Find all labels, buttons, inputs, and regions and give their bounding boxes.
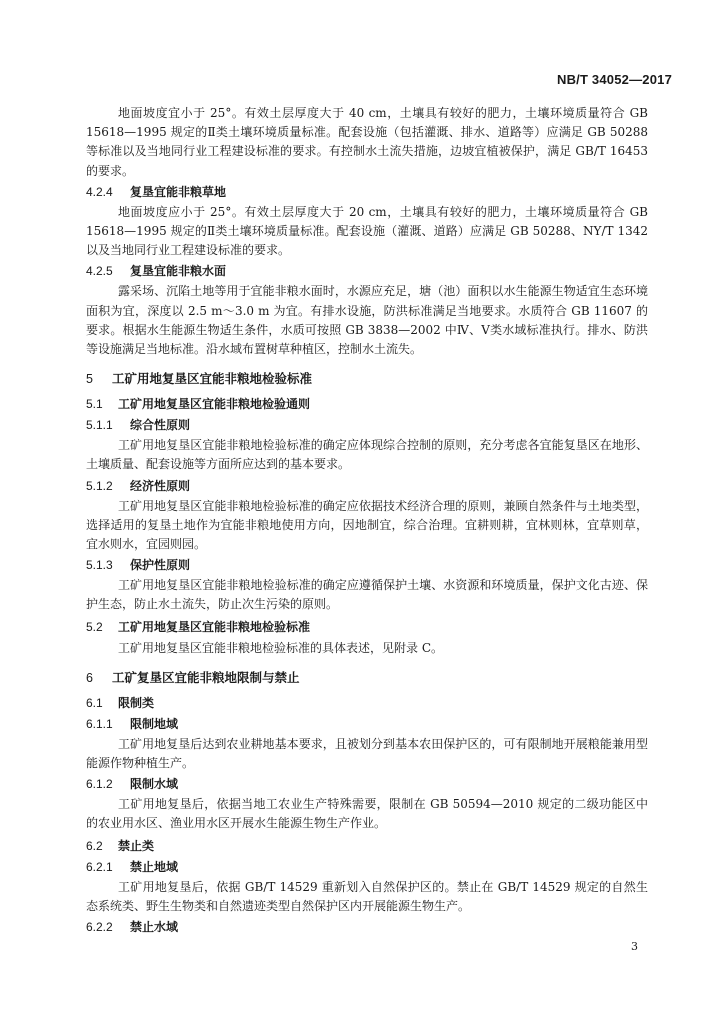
- paragraph: 工矿用地复垦区宜能非粮地检验标准的确定应依据技术经济合理的原则，兼顾自然条件与土地类型，选择适用的复垦土地作为宜能非粮地使用方向，因地制宜，综合治理。宜耕则耕，宜林则林，宜草则草，宜水则水，宜园则园。: [86, 498, 648, 552]
- section-number: 5.1.1: [86, 418, 113, 433]
- page-number: 3: [631, 940, 638, 953]
- section-title: 工矿用地复垦区宜能非粮地检验标准: [112, 371, 313, 387]
- section-number: 6: [86, 670, 93, 685]
- section-number: 6.2: [86, 838, 103, 853]
- section-title: 工矿用地复垦区宜能非粮地检验标准: [118, 619, 311, 634]
- section-heading: [86, 556, 648, 575]
- section-number: 5.1.3: [86, 558, 113, 573]
- section-number: 5.2: [86, 619, 103, 634]
- section-title: 工矿用地复垦区宜能非粮地检验通则: [118, 397, 311, 412]
- section-title: 禁止类: [118, 838, 155, 853]
- section-title: 限制水域: [130, 777, 179, 792]
- section-heading: [86, 416, 648, 435]
- section-number: 5.1.2: [86, 478, 113, 493]
- paragraph: 工矿用地复垦区宜能非粮地检验标准的具体表述，见附录 C。: [118, 640, 443, 655]
- section-number: 5: [86, 372, 93, 387]
- section-title: 禁止水域: [130, 920, 179, 935]
- section-title: 限制类: [118, 695, 155, 710]
- section-title: 复垦宜能非粮草地: [130, 184, 227, 199]
- paragraph: 露采场、沉陷土地等用于宜能非粮水面时，水源应充足，塘（池）面积以水生能源生物适宜生态环境面积为宜，深度以 2.5 m～3.0 m 为宜。有排水设施，防洪标准满足当地要求。水质符合 GB 11607 的要求。根据水生能源生物适生条件，水质可按照 GB 3838—2002 中Ⅳ、Ⅴ类水域标准执行。排水、防洪等设施满足当地标准。沿水域布置树草种植区，控制水土流失。: [86, 284, 648, 357]
- section-number: 6.1.2: [86, 777, 113, 792]
- section-heading: [86, 395, 648, 414]
- paragraph: 工矿用地复垦后，依据 GB/T 14529 重新划入自然保护区的。禁止在 GB/T 14529 规定的自然生态系统类、野生生物类和自然遗迹类型自然保护区内开展能源生物生产。: [86, 879, 648, 913]
- section-title: 工矿复垦区宜能非粮地限制与禁止: [112, 669, 300, 685]
- section-heading: [86, 715, 648, 734]
- standard-number: NB/T 34052—2017: [556, 72, 672, 87]
- section-heading: [86, 775, 648, 794]
- section-heading: [86, 858, 648, 877]
- section-title: 综合性原则: [130, 418, 191, 433]
- section-number: 5.1: [86, 397, 103, 412]
- section-number: 6.1.1: [86, 716, 113, 731]
- section-heading: [86, 369, 648, 389]
- section-title: 保护性原则: [130, 558, 191, 573]
- paragraph: 工矿用地复垦后，依据当地工农业生产特殊需要，限制在 GB 50594—2010 规定的二级功能区中的农业用水区、渔业用水区开展水生能源生物生产作业。: [86, 797, 648, 831]
- section-number: 4.2.4: [86, 184, 113, 199]
- section-number: 4.2.5: [86, 264, 113, 279]
- section-heading: [86, 837, 648, 856]
- section-number: 6.2.2: [86, 920, 113, 935]
- paragraph: 工矿用地复垦区宜能非粮地检验标准的确定应遵循保护土壤、水资源和环境质量，保护文化古迹、保护生态，防止水土流失，防止次生污染的原则。: [86, 578, 648, 612]
- section-title: 禁止地域: [130, 859, 179, 874]
- section-heading: [86, 262, 648, 281]
- paragraph: 工矿用地复垦后达到农业耕地基本要求，且被划分到基本农田保护区的，可有限制地开展粮能兼用型能源作物种植生产。: [86, 736, 648, 771]
- section-number: 6.1: [86, 695, 103, 710]
- section-heading: [86, 183, 648, 202]
- section-title: 经济性原则: [130, 478, 191, 493]
- section-title: 复垦宜能非粮水面: [130, 264, 227, 279]
- section-heading: [86, 918, 648, 937]
- paragraph: 地面坡度宜小于 25°。有效土层厚度大于 40 cm，土壤具有较好的肥力，土壤环境质量符合 GB 15618—1995 规定的Ⅱ类土壤环境质量标准。配套设施（包括灌溉、排水、道路等）应满足 GB 50288 等标准以及当地同行业工程建设标准的要求。有控制水土流失措施，边坡宜植被保护，满足 GB/T 16453 的要求。: [86, 106, 648, 178]
- section-title: 限制地域: [130, 716, 179, 731]
- section-heading: [86, 618, 648, 637]
- section-heading: [86, 477, 648, 496]
- document-body: [86, 104, 648, 938]
- section-heading: [86, 668, 648, 688]
- paragraph: 工矿用地复垦区宜能非粮地检验标准的确定应体现综合控制的原则，充分考虑各宜能复垦区在地形、土壤质量、配套设施等方面所应达到的基本要求。: [86, 438, 648, 472]
- section-heading: [86, 694, 648, 713]
- paragraph: 地面坡度应小于 25°。有效土层厚度大于 20 cm，土壤具有较好的肥力，土壤环境质量符合 GB 15618—1995 规定的Ⅱ类土壤环境质量标准。配套设施（灌溉、道路）应满足 GB 50288、NY/T 1342 以及当地同行业工程建设标准的要求。: [86, 204, 648, 258]
- section-number: 6.2.1: [86, 859, 113, 874]
